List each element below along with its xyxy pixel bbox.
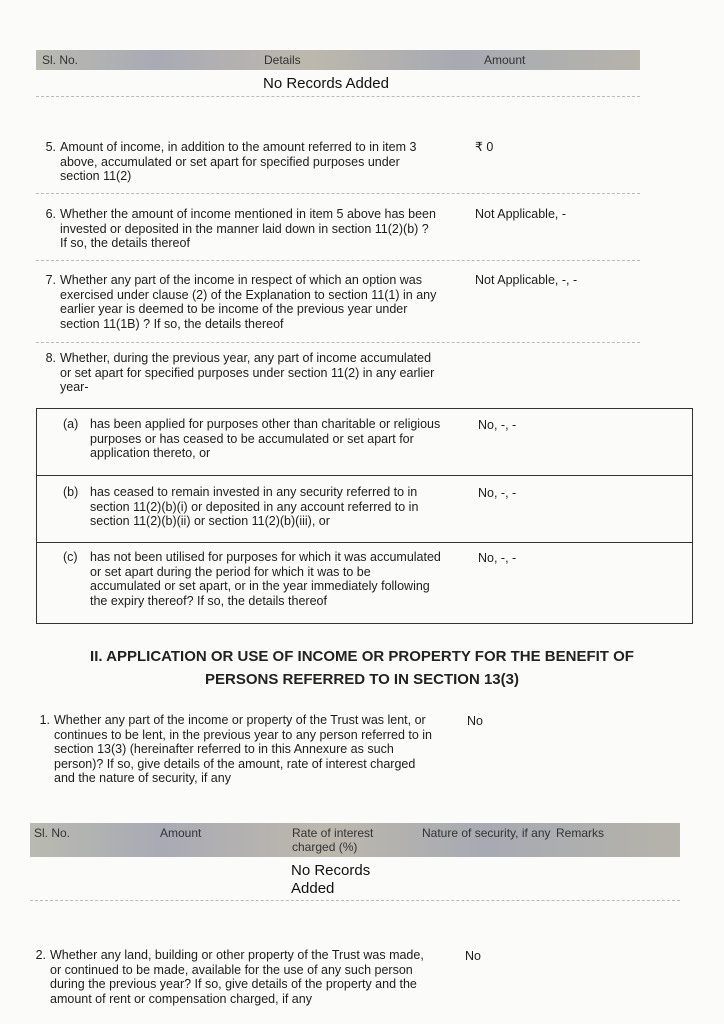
item-5 — [36, 140, 476, 184]
section2-item-1-number: 1. — [39, 713, 50, 727]
item-6-text — [60, 207, 436, 251]
section2-item-2-line: or continued to be made, available for the use of any such person — [50, 962, 413, 977]
item-8c-text — [90, 550, 441, 608]
section2-item-2-text — [50, 948, 424, 1006]
item-8a — [63, 417, 473, 463]
section2-item-1-answer: No — [467, 714, 483, 728]
item-6-line: Whether the amount of income mentioned in item 5 above has been — [60, 207, 436, 221]
item-8b-line: section 11(2)(b)(i) or deposited in any account referred to in — [90, 499, 419, 514]
section2-item-1-text — [54, 713, 432, 786]
section2-heading-line1: II. APPLICATION OR USE OF INCOME OR PROPERTY FOR THE BENEFIT OF — [90, 648, 634, 665]
section2-item-2-answer: No — [465, 949, 481, 963]
item-8b-answer: No, -, - — [478, 486, 517, 500]
section2-item-2-line: during the previous year? If so, give details of the property and the — [50, 977, 417, 991]
item-8b-line: section 11(2)(b)(ii) or section 11(2)(b)(iii), or — [90, 514, 330, 528]
item-8a-line: application thereto, or — [90, 446, 211, 460]
item-5-rule — [36, 193, 640, 194]
table2-col-rate: Rate of interest charged (%) — [292, 826, 374, 854]
item-8-line: Whether, during the previous year, any part of income accumulated — [60, 351, 432, 365]
item-7 — [36, 273, 476, 333]
item-6 — [36, 207, 476, 251]
section2-item-1-line: Whether any part of the income or property of the Trust was lent, or — [54, 713, 426, 727]
table2-col-slno: Sl. No. — [34, 826, 71, 840]
item-5-answer: ₹ 0 — [475, 140, 494, 154]
table1-col-amount: Amount — [484, 53, 526, 67]
item-8-number: 8. — [45, 351, 56, 365]
item-6-rule — [36, 260, 640, 261]
table1-col-slno: Sl. No. — [42, 53, 79, 67]
item-5-line: above, accumulated or set apart for specified purposes under — [60, 154, 400, 169]
item-8a-text — [90, 417, 440, 461]
item-8c-line: accumulated or set apart, or in the year immediately following — [90, 579, 430, 593]
item-7-line: section 11(1B) ? If so, the details thereof — [60, 316, 284, 331]
item-8a-answer: No, -, - — [478, 418, 517, 432]
table1-header — [36, 50, 640, 70]
item-8b-text — [90, 485, 418, 529]
item-6-line: invested or deposited in the manner laid down in section 11(2)(b) ? — [60, 221, 429, 236]
section2-item-2-line: Whether any land, building or other property of the Trust was made, — [50, 948, 424, 962]
item-8c — [63, 550, 473, 610]
item-5-line: section 11(2) — [60, 169, 132, 183]
table2-col-security: Nature of security, if any — [422, 826, 551, 840]
item-7-line: earlier year is deemed to be income of the previous year under — [60, 302, 408, 316]
table2-col-amount: Amount — [160, 826, 202, 840]
item-8-text — [60, 351, 434, 395]
section2-item-1 — [30, 713, 470, 788]
table1-empty-text: No Records Added — [263, 75, 389, 92]
item-8a-label: (a) — [63, 417, 79, 431]
item-7-line: Whether any part of the income in respect of which an option was — [60, 273, 422, 287]
item-8b-label: (b) — [63, 485, 79, 499]
item-8 — [36, 351, 476, 395]
item-8c-label: (c) — [63, 550, 78, 564]
item-8c-line: or set apart during the period for which it was to be — [90, 564, 371, 579]
table2-col-remarks: Remarks — [556, 826, 605, 840]
table2-empty-line2: Added — [291, 880, 335, 897]
item-8b — [63, 485, 473, 531]
table2-header — [30, 823, 680, 857]
item-5-line: Amount of income, in addition to the amount referred to in item 3 — [60, 140, 417, 154]
section2-item-1-line: person)? If so, give details of the amount, rate of interest charged — [54, 756, 416, 771]
item-8c-line: has not been utilised for purposes for which it was accumulated — [90, 550, 441, 564]
item-7-number: 7. — [45, 273, 56, 287]
item-7-rule — [36, 342, 640, 343]
item-8-line: or set apart for specified purposes under section 11(2) in any earlier — [60, 365, 435, 380]
table2-empty-line1: No Records — [291, 862, 371, 879]
section2-heading-line2: PERSONS REFERRED TO IN SECTION 13(3) — [205, 671, 519, 688]
item-8a-line: purposes or has ceased to be accumulated or set apart for — [90, 431, 414, 446]
section2-item-2-line: amount of rent or compensation charged, if any — [50, 991, 312, 1006]
item-5-number: 5. — [45, 140, 56, 154]
item-6-number: 6. — [45, 207, 56, 221]
table2-bottom-rule — [30, 900, 680, 901]
item-5-text — [60, 140, 416, 184]
item-7-answer: Not Applicable, -, - — [475, 273, 578, 287]
section2-item-1-line: and the nature of security, if any — [54, 771, 231, 785]
item-8a-line: has been applied for purposes other than charitable or religious — [90, 417, 441, 431]
table1-bottom-rule — [36, 96, 640, 97]
section2-item-2-number: 2. — [35, 948, 46, 962]
item-7-text — [60, 273, 436, 331]
item-8c-answer: No, -, - — [478, 551, 517, 565]
section2-item-1-line: section 13(3) (hereinafter referred to in this Annexure as such — [54, 742, 394, 756]
item-8c-line: the expiry thereof? If so, the details thereof — [90, 593, 327, 608]
section2-item-2 — [26, 948, 466, 1008]
item-8-line: year- — [60, 380, 89, 394]
section2-item-1-line: continues to be lent, in the previous year to any person referred to in — [54, 727, 433, 742]
table1-col-details: Details — [264, 53, 301, 67]
item-8b-line: has ceased to remain invested in any security referred to in — [90, 485, 418, 499]
item-7-line: exercised under clause (2) of the Explanation to section 11(1) in any — [60, 287, 437, 302]
item-6-line: If so, the details thereof — [60, 236, 190, 250]
item-6-answer: Not Applicable, - — [475, 207, 567, 221]
